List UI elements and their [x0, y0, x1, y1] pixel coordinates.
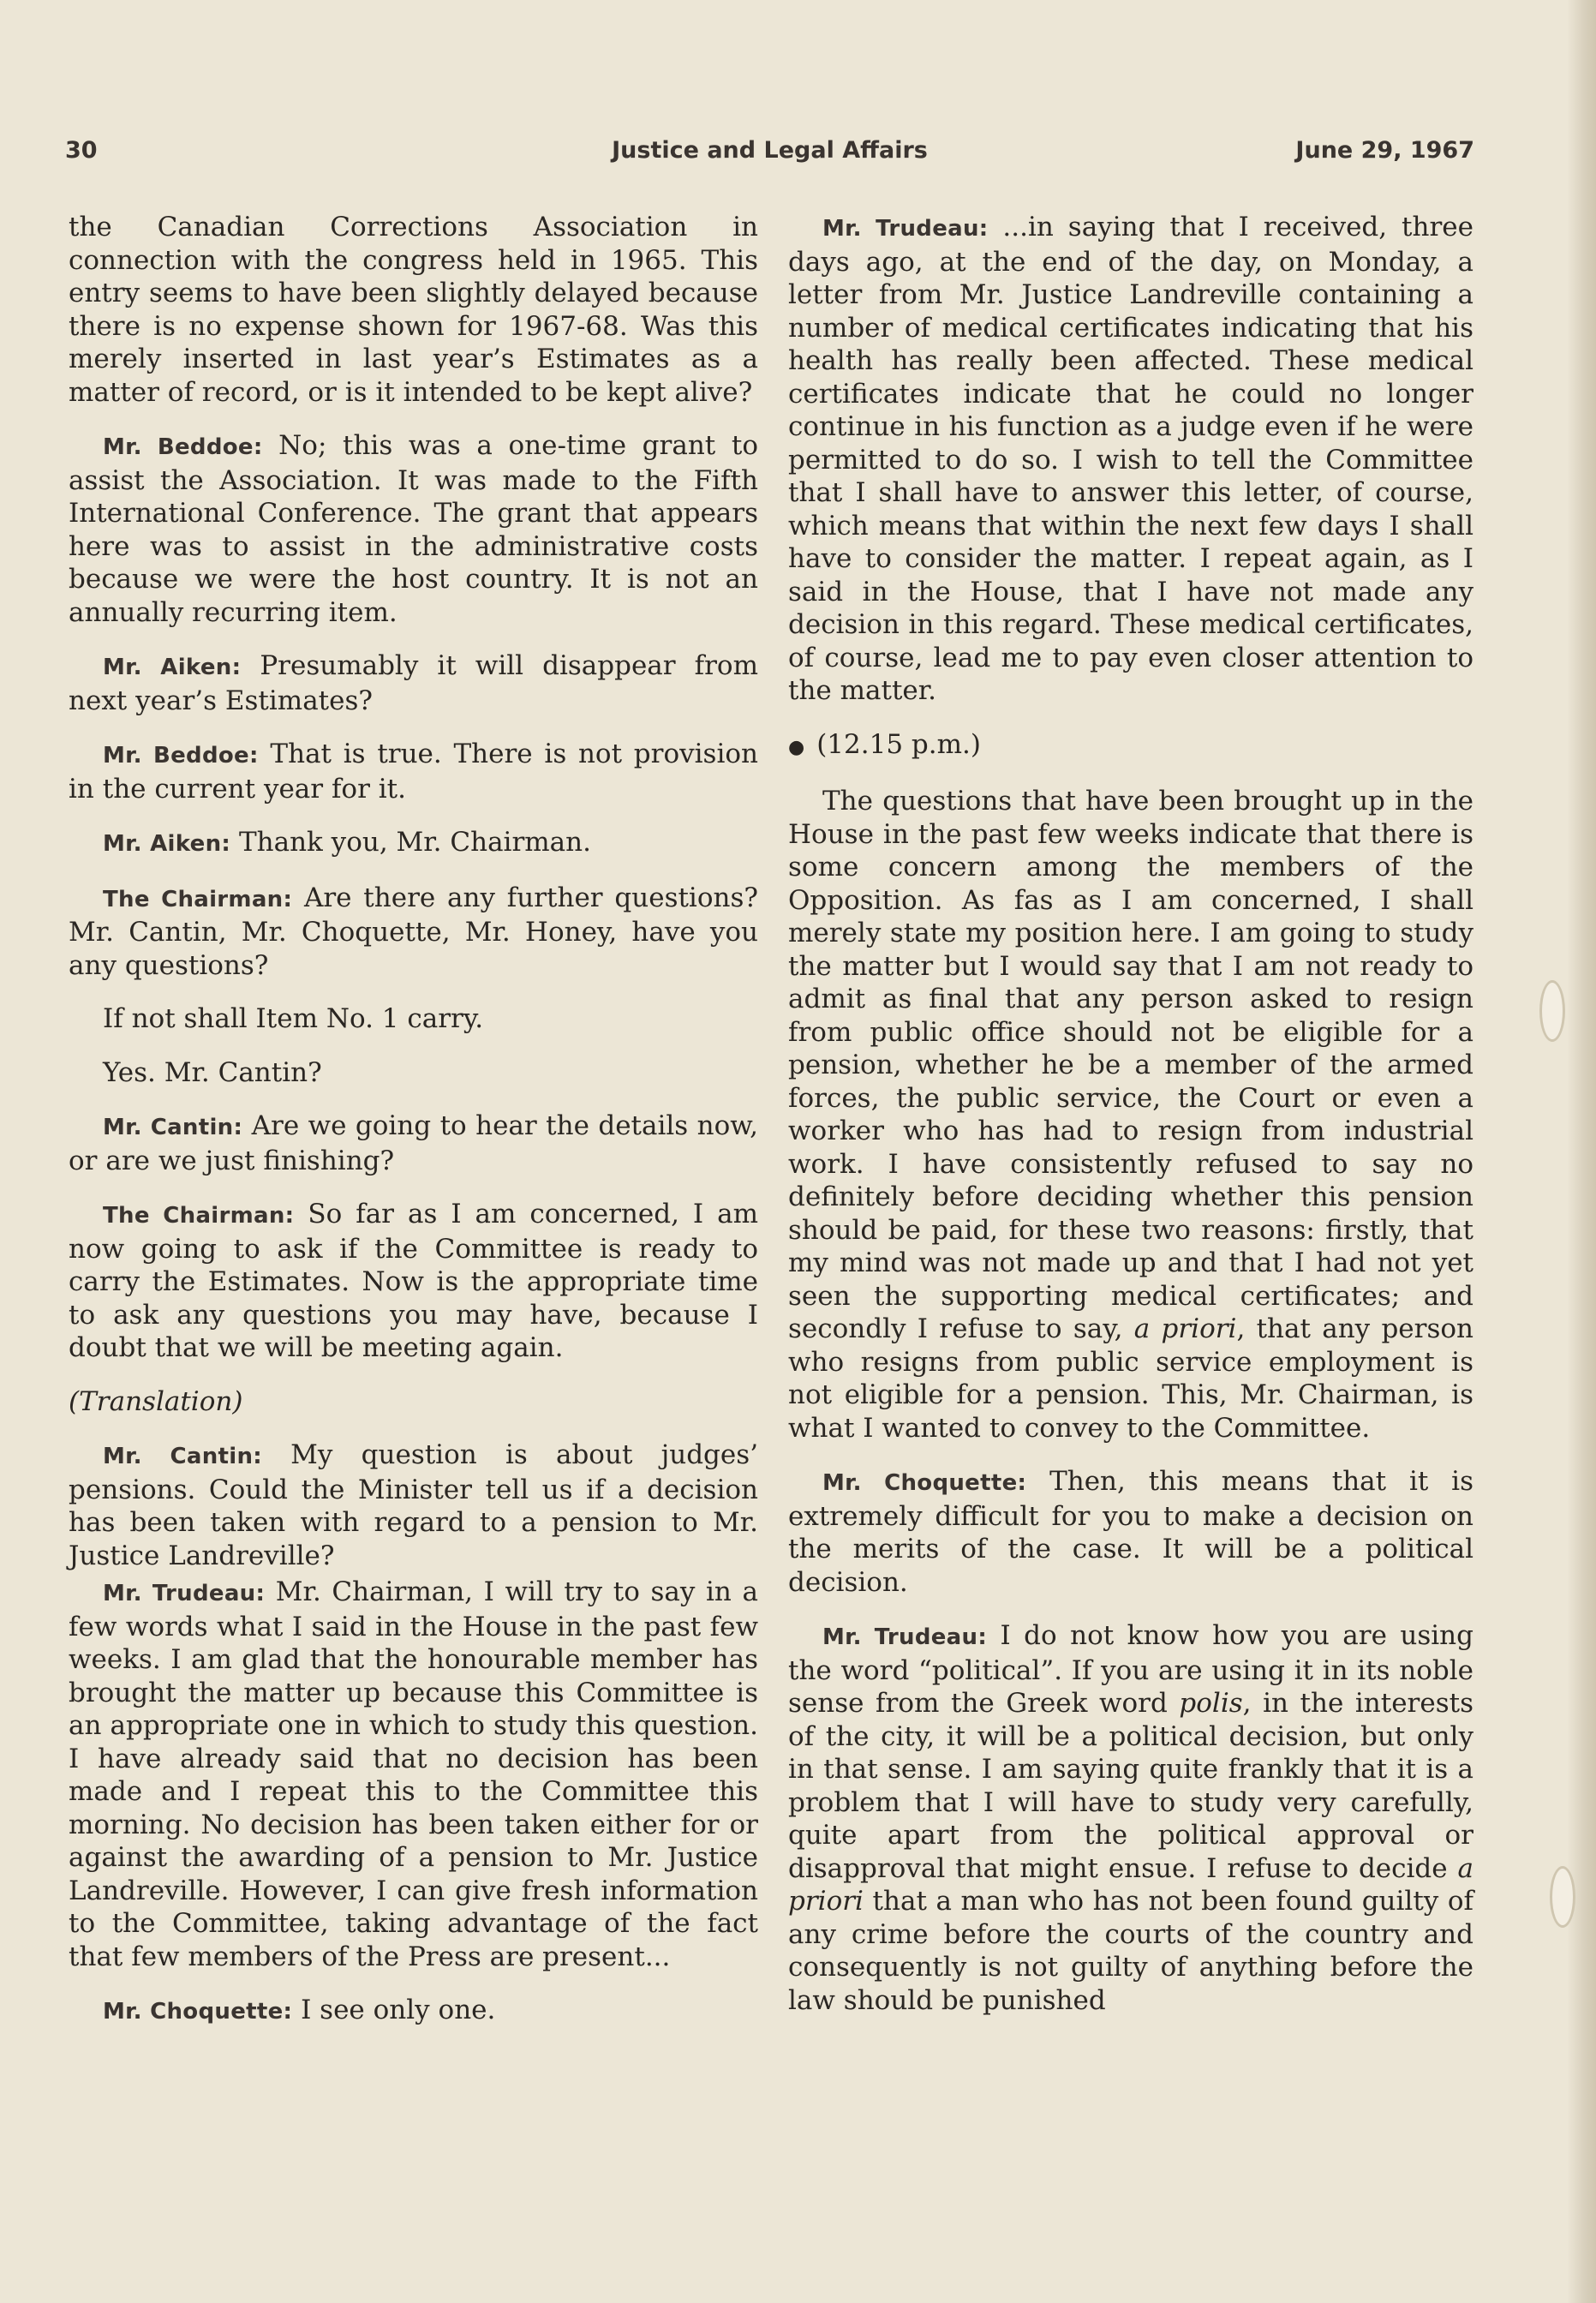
paragraph: Mr. Aiken: Thank you, Mr. Chairman.	[103, 827, 591, 858]
speaker-label: Mr. Cantin:	[103, 1115, 243, 1140]
paragraph: The Chairman: Are there any further questions? Mr. Cantin, Mr. Choquette, Mr. Honey, have you any questions?	[69, 882, 759, 981]
binding-hole	[1550, 1866, 1575, 1928]
speaker-label: Mr. Trudeau:	[822, 1624, 988, 1650]
paragraph: Mr. Beddoe: No; this was a one-time grant to assist the Association. It was made to the Fifth International Conference. The grant that appears here was to assist in the administrative costs because we were the host country. It is not an annually recurring item.	[69, 430, 758, 628]
paragraph: Mr. Cantin: Are we going to hear the details now, or are we just finishing?	[69, 1110, 758, 1176]
speaker-label: The Chairman:	[103, 886, 293, 912]
paragraph: The questions that have been brought up in the House in the past few weeks indicate that there is some concern among the members of the Opposition. As fas as I am concerned, I shall merely state my position here. I am going to study the matter but I would say that I am not ready to admit as final that any person asked to resign from public office should not be eligible for a pension, whether he be a member of the armed forces, the public service, the Court or even a worker who has had to resign from industrial work. I have consistently refused to say no definitely before deciding whether this pension should be paid, for these two reasons: firstly, that my mind was not made up and that I had not yet seen the supporting medical certificates; and secondly I refuse to say, a priori, that any person who resigns from public service employment is not eligible for a pension. This, Mr. Chairman, is what I wanted to convey to the Committee.	[788, 786, 1473, 1444]
header-date: June 29, 1967	[1295, 137, 1474, 164]
paragraph: Mr. Trudeau: Mr. Chairman, I will try to say in a few words what I said in the House in the past few weeks. I am glad that the honourable member has brought the matter up because this Committee is an appropriate one in which to study this question. I have already said that no decision has been made and I repeat this to the Committee this morning. No decision has been taken either for or against the awarding of a pension to Mr. Justice Landreville. However, I can give fresh information to the Committee, taking advantage of the fact that few members of the Press are present...	[69, 1576, 758, 1972]
page-number: 30	[65, 137, 98, 164]
translation-note: (Translation)	[69, 1385, 243, 1417]
bullet-icon: ●	[788, 736, 805, 758]
speaker-label: Mr. Cantin:	[103, 1444, 262, 1469]
running-title: Justice and Legal Affairs	[612, 137, 928, 164]
speaker-label: Mr. Trudeau:	[103, 1581, 266, 1606]
paragraph: The Chairman: So far as I am concerned, I am now going to ask if the Committee is ready to carry the Estimates. Now is the appropriate time to ask any questions you may have, because I doubt that we will be meeting again.	[69, 1199, 759, 1363]
speaker-label: Mr. Trudeau:	[822, 216, 989, 242]
speaker-label: The Chairman:	[103, 1203, 295, 1229]
paragraph: Mr. Beddoe: That is true. There is not provision in the current year for it.	[69, 739, 759, 805]
paragraph: Mr. Trudeau: I do not know how you are using the word “political”. If you are using it in its noble sense from the Greek word polis, in the interests of the city, it will be a political decision, but only in that sense. I am saying quite frankly that it is a problem that I will have to study very carefully, quite apart from the political approval or disapproval that might ensue. I refuse to decide a priori that a man who has not been found guilty of any crime before the courts of the country and consequently is not guilty of anything before the law should be punished	[788, 1620, 1473, 2016]
paragraph: Mr. Choquette: Then, this means that it is extremely difficult for you to make a decision on the merits of the case. It will be a political decision.	[788, 1466, 1473, 1598]
right-column	[788, 211, 1473, 2037]
page-edge-shadow	[1567, 0, 1596, 2303]
speaker-label: Mr. Aiken:	[103, 831, 231, 857]
left-column	[69, 211, 758, 2049]
speaker-label: Mr. Beddoe:	[103, 434, 263, 460]
speaker-label: Mr. Choquette:	[103, 1999, 293, 2025]
binding-hole	[1539, 980, 1565, 1042]
paragraph: Mr. Choquette: I see only one.	[103, 1995, 496, 2025]
paragraph: Yes. Mr. Cantin?	[103, 1056, 322, 1088]
paragraph: Mr. Cantin: My question is about judges’ pensions. Could the Minister tell us if a decision has been taken with regard to a pension to Mr. Justice Landreville?	[69, 1439, 758, 1571]
page-header	[65, 137, 1474, 171]
paragraph: Mr. Aiken: Presumably it will disappear from next year’s Estimates?	[69, 650, 758, 716]
paragraph: If not shall Item No. 1 carry.	[103, 1003, 484, 1034]
timestamp: ● (12.15 p.m.)	[788, 728, 981, 760]
paragraph: Mr. Trudeau: ...in saying that I received, three days ago, at the end of the day, on Monday, a letter from Mr. Justice Landreville containing a number of medical certificates indicating that his health has really been affected. These medical certificates indicate that he could no longer continue in his function as a judge even if he were permitted to do so. I wish to tell the Committee that I shall have to answer this letter, of course, which means that within the next few days I shall have to consider the matter. I repeat again, as I said in the House, that I have not made any decision in this regard. These medical certificates, of course, lead me to pay even closer attention to the matter.	[788, 212, 1473, 706]
speaker-label: Mr. Beddoe:	[103, 743, 259, 769]
paragraph: the Canadian Corrections Association in connection with the congress held in 1965. This entry seems to have been slightly delayed because there is no expense shown for 1967-68. Was this merely inserted in last year’s Estimates as a matter of record, or is it intended to be kept alive?	[69, 212, 758, 408]
speaker-label: Mr. Choquette:	[822, 1470, 1027, 1496]
speaker-label: Mr. Aiken:	[103, 655, 242, 680]
